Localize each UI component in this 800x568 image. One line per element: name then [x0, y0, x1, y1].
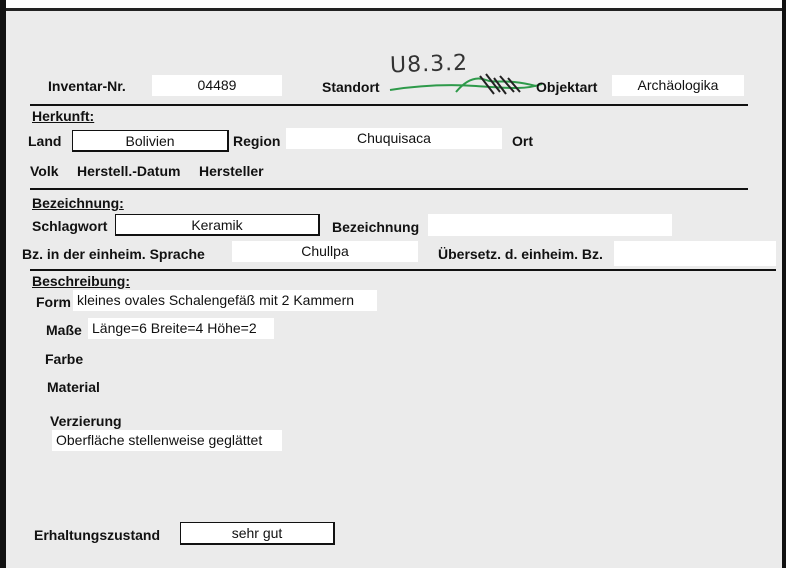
page-right-edge	[782, 0, 786, 568]
form-label: Form	[36, 294, 71, 310]
masse-label: Maße	[46, 322, 82, 338]
material-label: Material	[47, 379, 100, 395]
page-top-edge	[0, 8, 786, 11]
region-label: Region	[233, 133, 281, 149]
land-label: Land	[28, 133, 62, 149]
einheim-sprache-field[interactable]: Chullpa	[232, 241, 418, 262]
uebersetzung-label: Übersetz. d. einheim. Bz.	[438, 246, 603, 262]
herkunft-divider	[30, 188, 748, 190]
verzierung-label: Verzierung	[50, 413, 122, 429]
bezeichnung-field[interactable]	[428, 214, 672, 236]
herstelldatum-label: Herstell.-Datum	[77, 163, 181, 179]
schlagwort-label: Schlagwort	[32, 218, 108, 234]
inventar-field[interactable]: 04489	[152, 75, 282, 96]
verzierung-field[interactable]: Oberfläche stellenweise geglättet	[52, 430, 282, 451]
ort-label: Ort	[512, 133, 533, 149]
erhaltungszustand-label: Erhaltungszustand	[34, 527, 161, 543]
objektart-label: Objektart	[536, 79, 598, 95]
bezeichnung-divider	[30, 269, 776, 271]
masse-field[interactable]: Länge=6 Breite=4 Höhe=2	[88, 318, 274, 339]
uebersetzung-field[interactable]	[614, 241, 776, 266]
einheim-sprache-label: Bz. in der einheim. Sprache	[22, 246, 205, 262]
farbe-label: Farbe	[45, 351, 84, 367]
bezeichnung-section-title: Bezeichnung:	[32, 195, 124, 211]
volk-label: Volk	[30, 163, 59, 179]
bezeichnung-label: Bezeichnung	[332, 219, 420, 235]
land-field[interactable]: Bolivien	[72, 130, 229, 152]
erhaltungszustand-field[interactable]: sehr gut	[180, 522, 335, 545]
beschreibung-section-title: Beschreibung:	[32, 273, 131, 289]
standort-label: Standort	[322, 79, 380, 95]
schlagwort-field[interactable]: Keramik	[115, 214, 320, 236]
herkunft-section-title: Herkunft:	[32, 108, 95, 124]
objektart-field[interactable]: Archäologika	[612, 75, 744, 96]
hersteller-label: Hersteller	[199, 163, 264, 179]
page-left-edge	[0, 0, 6, 568]
region-field[interactable]: Chuquisaca	[286, 128, 502, 149]
inventar-label: Inventar-Nr.	[48, 78, 126, 94]
header-divider	[30, 104, 748, 106]
form-field[interactable]: kleines ovales Schalengefäß mit 2 Kammern	[73, 290, 377, 311]
standort-handwritten-value: U8.3.2	[389, 50, 469, 79]
